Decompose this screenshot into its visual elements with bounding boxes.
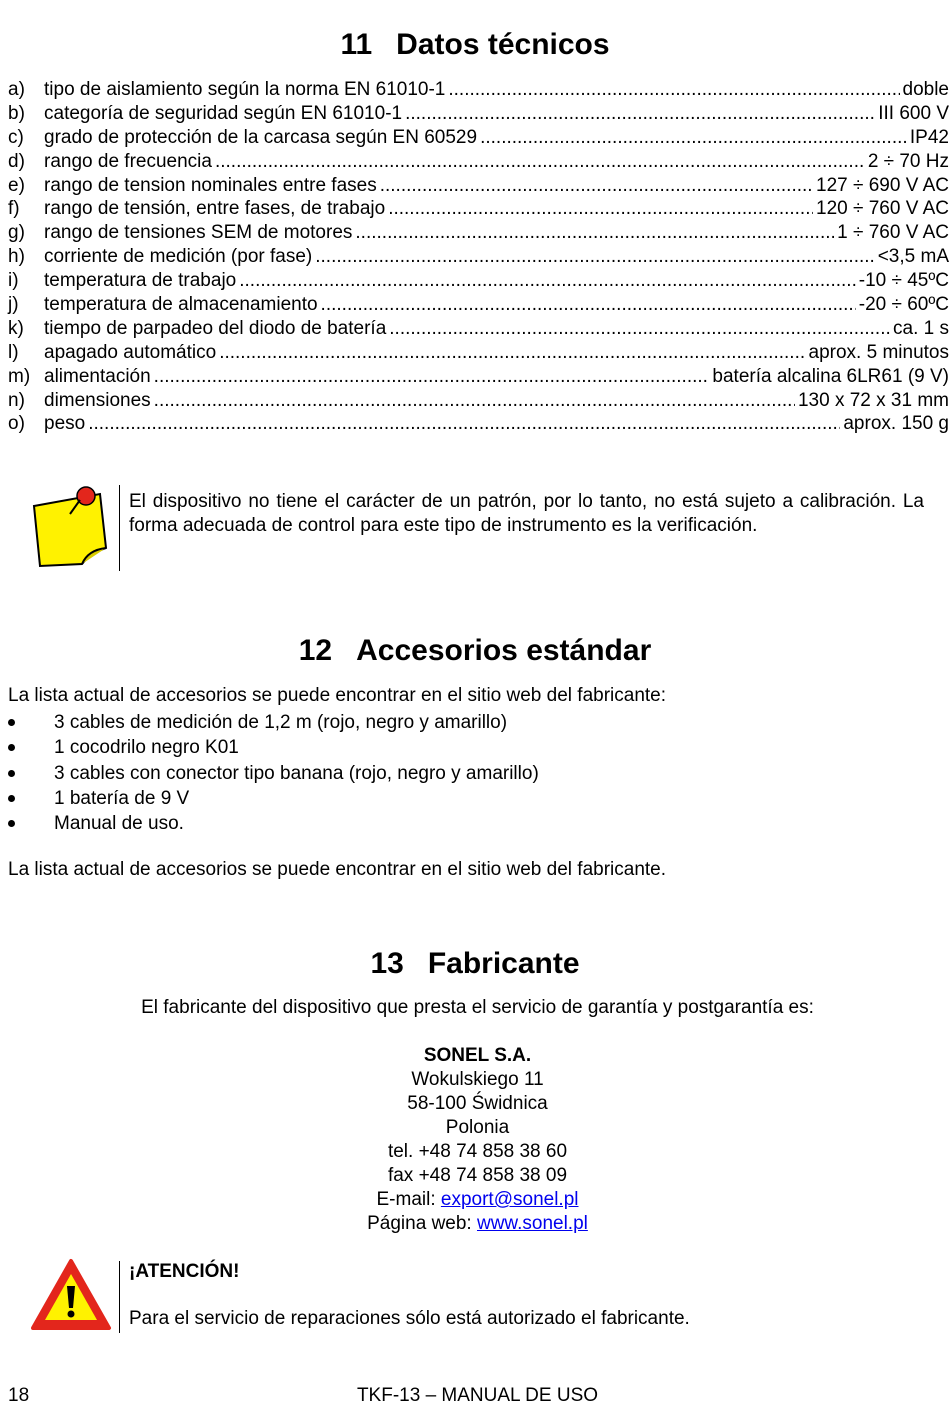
dot-leader <box>355 221 834 245</box>
spec-row <box>8 365 949 389</box>
section-12-heading <box>0 633 950 669</box>
spec-row <box>8 221 949 245</box>
list-item <box>8 761 708 786</box>
warning-triangle-icon <box>30 1258 112 1332</box>
spec-label: peso <box>44 413 86 435</box>
spec-row <box>8 126 949 150</box>
spec-label: rango de frecuencia <box>44 150 212 172</box>
spec-row <box>8 412 949 436</box>
dot-leader <box>389 317 890 341</box>
spec-label: temperatura de trabajo <box>44 270 237 292</box>
dot-leader <box>154 365 710 389</box>
section-number: 11 <box>340 28 373 61</box>
accessories-outro: La lista actual de accesorios se puede encontrar en el sitio web del fabricante. <box>8 859 667 880</box>
spec-value: 130 x 72 x 31 mm <box>797 389 949 411</box>
spec-label: rango de tension nominales entre fases <box>44 174 377 196</box>
spec-row <box>8 102 949 126</box>
spec-label: corriente de medición (por fase) <box>44 246 313 268</box>
street: Wokulskiego 11 <box>411 1069 544 1090</box>
list-item-text: 3 cables con conector tipo banana (rojo, negro y amarillo) <box>54 762 539 784</box>
dot-leader <box>480 126 907 150</box>
spec-value: aprox. 5 minutos <box>808 341 949 363</box>
spec-value: batería alcalina 6LR61 (9 V) <box>712 365 949 387</box>
dot-leader <box>315 245 874 269</box>
spec-letter: k) <box>8 317 24 339</box>
dot-leader <box>219 341 805 365</box>
email-label: E-mail: <box>376 1189 441 1210</box>
spec-value: 1 ÷ 760 V AC <box>837 222 949 244</box>
dot-leader <box>388 197 813 221</box>
spec-label: alimentación <box>44 365 151 387</box>
web-link[interactable]: www.sonel.pl <box>476 1213 588 1234</box>
spec-letter: d) <box>8 150 25 172</box>
warning-text: Para el servicio de reparaciones sólo está autorizado el fabricante. <box>129 1308 690 1329</box>
list-item <box>8 786 708 811</box>
spec-value: III 600 V <box>878 102 949 124</box>
spec-letter: i) <box>8 270 19 292</box>
bullet-icon <box>8 795 15 802</box>
list-item-text: 1 cocodrilo negro K01 <box>54 737 239 759</box>
accessories-list <box>8 710 708 836</box>
spec-label: dimensiones <box>44 389 151 411</box>
list-item <box>8 811 708 836</box>
page-number: 18 <box>8 1385 30 1406</box>
spec-row <box>8 197 949 221</box>
note-text: El dispositivo no tiene el carácter de un patrón, por lo tanto, no está sujeto a calibración. La forma adecuada de control para este tipo de instrumento es la verificación. <box>129 491 924 536</box>
spec-row <box>8 317 949 341</box>
spec-letter: n) <box>8 389 25 411</box>
list-item-text: 3 cables de medición de 1,2 m (rojo, negro y amarillo) <box>54 712 508 733</box>
document-title: TKF-13 – MANUAL DE USO <box>356 1385 599 1406</box>
spec-letter: f) <box>8 198 20 220</box>
email-link[interactable]: export@sonel.pl <box>440 1189 579 1210</box>
telephone: tel. +48 74 858 38 60 <box>387 1141 568 1162</box>
calibration-note <box>30 482 925 572</box>
spec-label: rango de tensión, entre fases, de trabajo <box>44 198 386 220</box>
section-title: Datos técnicos <box>396 28 610 61</box>
bullet-icon <box>8 744 15 751</box>
spec-row <box>8 341 949 365</box>
list-item-text: 1 batería de 9 V <box>54 787 190 809</box>
bullet-icon <box>8 719 15 726</box>
spec-label: temperatura de almacenamiento <box>44 294 318 316</box>
section-11-heading <box>0 27 950 63</box>
spec-value: 127 ÷ 690 V AC <box>816 174 949 196</box>
company-name: SONEL S.A. <box>423 1045 532 1066</box>
spec-value: <3,5 mA <box>877 246 949 268</box>
spec-row <box>8 269 949 293</box>
spec-letter: g) <box>8 222 25 244</box>
spec-value: 120 ÷ 760 V AC <box>816 198 949 220</box>
list-item-text: Manual de uso. <box>54 813 184 835</box>
spec-letter: l) <box>8 341 19 363</box>
spec-value: 2 ÷ 70 Hz <box>867 150 949 172</box>
pinned-note-icon <box>30 484 114 568</box>
technical-specs-list <box>8 78 949 436</box>
spec-value: -20 ÷ 60ºC <box>858 294 949 316</box>
spec-row <box>8 389 949 413</box>
section-title: Fabricante <box>427 947 580 980</box>
spec-letter: h) <box>8 246 25 268</box>
dot-leader <box>405 102 875 126</box>
spec-label: categoría de seguridad según EN 61010-1 <box>44 102 403 124</box>
spec-letter: j) <box>8 294 19 316</box>
spec-row <box>8 174 949 198</box>
spec-label: rango de tensiones SEM de motores <box>44 222 353 244</box>
list-item <box>8 710 708 735</box>
city: 58-100 Świdnica <box>407 1093 548 1114</box>
spec-label: tiempo de parpadeo del diodo de batería <box>44 317 387 339</box>
fax: fax +48 74 858 38 09 <box>387 1165 568 1186</box>
spec-label: tipo de aislamiento según la norma EN 61010-1 <box>44 79 446 100</box>
email-line <box>0 1188 950 1212</box>
spec-letter: b) <box>8 102 25 124</box>
bullet-icon <box>8 820 15 827</box>
spec-letter: o) <box>8 413 25 435</box>
spec-row <box>8 78 949 102</box>
warning-divider <box>119 1261 120 1333</box>
country: Polonia <box>445 1117 510 1138</box>
warning-title: ¡ATENCIÓN! <box>129 1261 240 1282</box>
section-number: 12 <box>298 634 333 667</box>
dot-leader <box>448 78 899 102</box>
section-number: 13 <box>370 947 404 980</box>
spec-value: ca. 1 s <box>893 317 949 339</box>
section-13-heading <box>0 946 950 982</box>
spec-row <box>8 245 949 269</box>
dot-leader <box>239 269 856 293</box>
web-label: Página web: <box>367 1213 477 1234</box>
web-line <box>0 1212 950 1236</box>
warning-box <box>30 1256 925 1336</box>
spec-letter: c) <box>8 126 24 148</box>
spec-letter: m) <box>8 365 31 387</box>
dot-leader <box>154 389 795 413</box>
spec-row <box>8 293 949 317</box>
dot-leader <box>321 293 856 317</box>
dot-leader <box>215 150 865 174</box>
spec-row <box>8 150 949 174</box>
spec-letter: e) <box>8 174 25 196</box>
bullet-icon <box>8 770 15 777</box>
dot-leader <box>88 412 840 436</box>
manufacturer-intro: El fabricante del dispositivo que presta el servicio de garantía y postgarantía es: <box>141 997 814 1018</box>
section-title: Accesorios estándar <box>356 634 652 667</box>
list-item <box>8 735 708 760</box>
spec-letter: a) <box>8 79 25 100</box>
manufacturer-address <box>0 1044 950 1236</box>
dot-leader <box>380 174 813 198</box>
spec-value: IP42 <box>909 126 949 148</box>
accessories-intro: La lista actual de accesorios se puede encontrar en el sitio web del fabricante: <box>8 685 667 706</box>
spec-label: grado de protección de la carcasa según EN 60529 <box>44 126 478 148</box>
spec-value: -10 ÷ 45ºC <box>858 270 949 292</box>
spec-value: aprox. 150 g <box>843 413 949 435</box>
spec-label: apagado automático <box>44 341 217 363</box>
note-divider <box>119 485 120 571</box>
spec-value: doble <box>902 79 949 100</box>
